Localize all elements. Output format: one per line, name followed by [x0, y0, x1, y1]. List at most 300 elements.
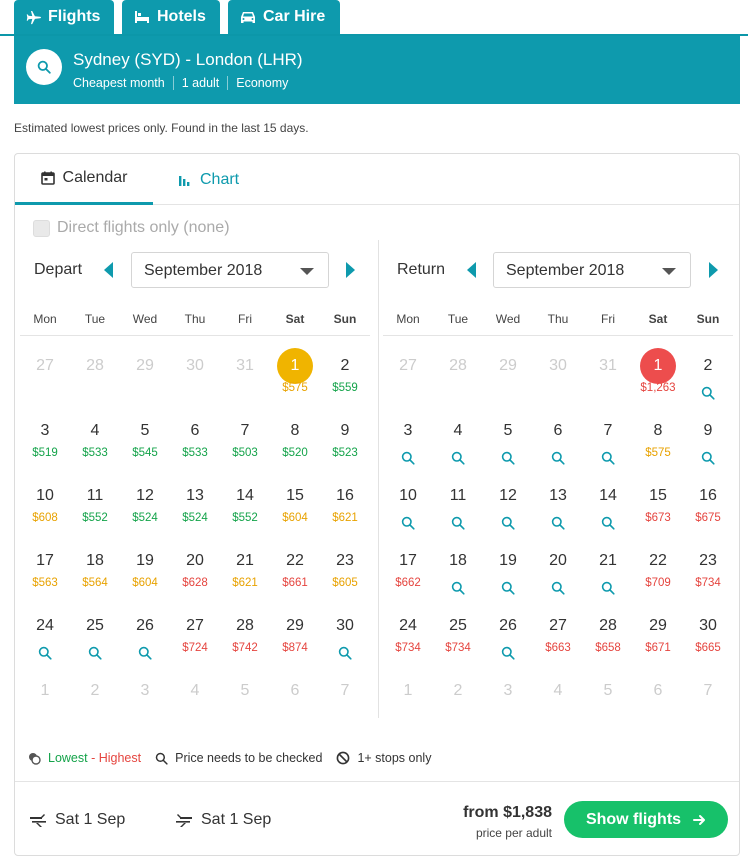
depart-week-row: [20, 543, 370, 608]
depart-weekday-row: [20, 311, 370, 336]
day-number: 21: [599, 552, 617, 569]
return-day-cell[interactable]: [683, 608, 733, 673]
day-price: $524: [182, 512, 208, 524]
depart-day-cell[interactable]: [70, 478, 120, 543]
day-number: 26: [136, 617, 154, 634]
price-range-icon: [28, 752, 41, 765]
day-price: $563: [32, 577, 58, 589]
day-number: 13: [186, 487, 204, 504]
return-day-cell[interactable]: [533, 543, 583, 608]
legend-price-range: [28, 751, 141, 765]
day-number: 28: [86, 357, 104, 374]
return-day-cell[interactable]: [583, 478, 633, 543]
day-price: $734: [395, 642, 421, 654]
return-day-cell[interactable]: [433, 478, 483, 543]
return-day-cell[interactable]: [483, 543, 533, 608]
route-cabin: Economy: [227, 76, 296, 90]
depart-day-cell[interactable]: [320, 478, 370, 543]
return-day-cell-selected[interactable]: [633, 348, 683, 413]
day-number: 20: [549, 552, 567, 569]
return-week-row: [383, 413, 733, 478]
day-price: $673: [645, 512, 671, 524]
day-price: $671: [645, 642, 671, 654]
depart-day-cell[interactable]: [320, 608, 370, 673]
depart-day-cell[interactable]: [170, 478, 220, 543]
return-day-cell[interactable]: [533, 413, 583, 478]
day-number: 25: [449, 617, 467, 634]
day-price: $524: [132, 512, 158, 524]
day-number: 11: [449, 487, 467, 504]
search-icon[interactable]: [501, 581, 515, 595]
depart-month-select[interactable]: [131, 252, 329, 288]
day-number: 15: [649, 487, 667, 504]
depart-prev-month-icon[interactable]: [104, 262, 113, 278]
depart-day-cell[interactable]: [20, 543, 70, 608]
price-calendar-card: [14, 153, 740, 856]
return-day-cell[interactable]: [633, 413, 683, 478]
selection-footer: [15, 781, 739, 856]
return-day-cell: [383, 673, 433, 738]
day-price: $605: [332, 577, 358, 589]
return-prev-month-icon[interactable]: [467, 262, 476, 278]
depart-day-cell: [170, 673, 220, 738]
search-icon[interactable]: [401, 516, 415, 530]
legend-check-price: [155, 751, 322, 765]
day-number: 3: [140, 682, 150, 699]
return-day-cell[interactable]: [383, 478, 433, 543]
depart-week-row: [20, 608, 370, 673]
depart-day-cell[interactable]: [220, 413, 270, 478]
day-number: 17: [399, 552, 417, 569]
search-icon[interactable]: [451, 451, 465, 465]
day-number: 28: [236, 617, 254, 634]
day-number: 17: [36, 552, 54, 569]
search-icon: [155, 752, 168, 765]
chevron-down-icon: [662, 268, 676, 275]
day-number: 5: [140, 422, 150, 439]
day-price: $621: [232, 577, 258, 589]
weekday-fri: Fri: [601, 312, 615, 326]
search-icon[interactable]: [601, 581, 615, 595]
day-number: 27: [36, 357, 54, 374]
depart-day-cell[interactable]: [20, 413, 70, 478]
return-day-cell: [533, 673, 583, 738]
legend-highest: Highest: [98, 751, 142, 765]
return-day-cell[interactable]: [683, 413, 733, 478]
day-price: $503: [232, 447, 258, 459]
calendar-legend: [28, 751, 445, 765]
day-number: 30: [336, 617, 354, 634]
inbound-date: Sat 1 Sep: [201, 811, 272, 828]
return-next-month-icon[interactable]: [709, 262, 718, 278]
day-number: 3: [40, 422, 50, 439]
day-price: $552: [82, 512, 108, 524]
search-icon[interactable]: [551, 451, 565, 465]
day-price: $662: [395, 577, 421, 589]
search-icon[interactable]: [26, 49, 62, 85]
depart-day-cell[interactable]: [120, 543, 170, 608]
depart-calendar: [20, 252, 370, 699]
return-day-cell[interactable]: [533, 608, 583, 673]
calendar-divider: [378, 240, 379, 718]
depart-day-cell: [120, 348, 170, 413]
day-number: 11: [86, 487, 104, 504]
depart-day-cell: [220, 348, 270, 413]
day-price: $533: [82, 447, 108, 459]
search-icon[interactable]: [701, 386, 715, 400]
day-number: 18: [86, 552, 104, 569]
search-icon[interactable]: [701, 451, 715, 465]
weekday-tue: Tue: [84, 312, 106, 326]
return-day-cell[interactable]: [483, 478, 533, 543]
depart-day-cell: [20, 673, 70, 738]
day-number: 10: [36, 487, 54, 504]
depart-day-cell[interactable]: [220, 608, 270, 673]
return-label: Return: [397, 261, 446, 278]
day-number: 29: [286, 617, 304, 634]
return-week-row: [383, 478, 733, 543]
depart-day-cell[interactable]: [70, 413, 120, 478]
return-week-row: [383, 673, 733, 738]
day-number: 19: [136, 552, 154, 569]
depart-day-cell[interactable]: [270, 413, 320, 478]
weekday-fri: Fri: [238, 312, 252, 326]
day-price: $564: [82, 577, 108, 589]
search-icon[interactable]: [38, 646, 52, 660]
weekday-sun: Sun: [333, 312, 357, 326]
day-price: $874: [282, 642, 308, 654]
bed-icon: [134, 10, 150, 24]
day-price: $675: [695, 512, 721, 524]
day-number: 1: [40, 682, 50, 699]
day-price: $663: [545, 642, 571, 654]
day-number: 25: [86, 617, 104, 634]
tab-flights[interactable]: [14, 0, 114, 34]
return-day-cell[interactable]: [533, 478, 583, 543]
return-day-cell[interactable]: [683, 543, 733, 608]
route-summary[interactable]: [14, 36, 740, 104]
return-weekday-row: [383, 311, 733, 336]
day-number: 1: [640, 348, 676, 384]
day-number: 16: [336, 487, 354, 504]
day-price: $709: [645, 577, 671, 589]
depart-day-cell[interactable]: [120, 413, 170, 478]
day-number: 31: [236, 357, 254, 374]
depart-day-cell: [320, 673, 370, 738]
day-number: 14: [236, 487, 254, 504]
depart-day-cell[interactable]: [270, 478, 320, 543]
depart-day-cell: [170, 348, 220, 413]
depart-day-cell[interactable]: [70, 608, 120, 673]
return-day-cell[interactable]: [433, 413, 483, 478]
return-calendar-header: [383, 252, 733, 288]
day-number: 29: [499, 357, 517, 374]
depart-day-cell[interactable]: [170, 608, 220, 673]
show-flights-label: Show flights: [585, 810, 682, 828]
day-number: 7: [603, 422, 613, 439]
day-number: 2: [453, 682, 463, 699]
day-number: 22: [649, 552, 667, 569]
calendar-icon: [41, 171, 55, 185]
day-number: 30: [186, 357, 204, 374]
day-number: 3: [403, 422, 413, 439]
chevron-down-icon: [300, 268, 314, 275]
outbound-summary: [29, 811, 125, 829]
tab-chart-label: Chart: [200, 170, 240, 188]
return-day-cell[interactable]: [383, 413, 433, 478]
no-entry-icon: [336, 751, 350, 765]
day-price: $1,263: [640, 382, 676, 394]
depart-next-month-icon[interactable]: [346, 262, 355, 278]
legend-lowest: Lowest: [48, 751, 88, 765]
day-number: 29: [649, 617, 667, 634]
weekday-mon: Mon: [396, 312, 420, 326]
search-icon[interactable]: [601, 451, 615, 465]
day-number: 4: [190, 682, 200, 699]
return-day-cell: [483, 348, 533, 413]
weekday-sun: Sun: [696, 312, 720, 326]
depart-day-cell-selected[interactable]: [270, 348, 320, 413]
view-tabs: [15, 154, 739, 205]
depart-day-cell[interactable]: [170, 543, 220, 608]
day-number: 27: [399, 357, 417, 374]
return-day-cell[interactable]: [583, 543, 633, 608]
bar-chart-icon: [178, 173, 192, 187]
day-number: 24: [399, 617, 417, 634]
day-number: 5: [603, 682, 613, 699]
return-day-cell: [533, 348, 583, 413]
return-day-cell[interactable]: [483, 608, 533, 673]
return-week-row: [383, 608, 733, 673]
day-number: 15: [286, 487, 304, 504]
day-number: 5: [503, 422, 513, 439]
route-when: Cheapest month: [73, 76, 165, 90]
weekday-thu: Thu: [547, 312, 569, 326]
direct-flights-checkbox[interactable]: [33, 220, 50, 237]
depart-day-cell[interactable]: [170, 413, 220, 478]
return-day-cell[interactable]: [633, 543, 683, 608]
day-number: 23: [336, 552, 354, 569]
return-day-cell: [383, 348, 433, 413]
day-number: 28: [449, 357, 467, 374]
depart-label: Depart: [34, 261, 83, 278]
return-day-cell: [433, 673, 483, 738]
return-day-grid: [383, 348, 733, 738]
day-price: $734: [445, 642, 471, 654]
return-week-row: [383, 543, 733, 608]
price-per-adult-note: price per adult: [475, 826, 552, 840]
route-meta: [73, 76, 296, 90]
search-icon[interactable]: [451, 516, 465, 530]
depart-day-cell[interactable]: [20, 608, 70, 673]
day-number: 10: [399, 487, 417, 504]
depart-month-value: September 2018: [144, 262, 263, 279]
return-day-cell[interactable]: [383, 543, 433, 608]
return-day-cell[interactable]: [683, 348, 733, 413]
tab-hotels[interactable]: [122, 0, 220, 34]
day-number: 24: [36, 617, 54, 634]
tab-calendar[interactable]: [15, 154, 153, 205]
search-icon[interactable]: [501, 451, 515, 465]
return-day-cell: [633, 673, 683, 738]
search-icon[interactable]: [501, 516, 515, 530]
product-tabs: [0, 0, 748, 36]
depart-calendar-header: [20, 252, 370, 288]
return-month-select[interactable]: [493, 252, 691, 288]
weekday-sat: Sat: [285, 312, 305, 326]
direct-flights-filter[interactable]: [33, 219, 230, 237]
day-price: $559: [332, 382, 358, 394]
day-number: 30: [549, 357, 567, 374]
tab-car-hire[interactable]: [228, 0, 340, 34]
depart-day-cell[interactable]: [320, 348, 370, 413]
day-price: $604: [282, 512, 308, 524]
depart-day-cell[interactable]: [220, 543, 270, 608]
day-price: $621: [332, 512, 358, 524]
legend-separator: -: [87, 751, 99, 765]
return-day-cell[interactable]: [483, 413, 533, 478]
return-day-cell[interactable]: [583, 413, 633, 478]
day-number: 8: [653, 422, 663, 439]
day-number: 6: [190, 422, 200, 439]
plane-takeoff-icon: [29, 812, 47, 828]
weekday-sat: Sat: [648, 312, 668, 326]
depart-day-cell[interactable]: [270, 608, 320, 673]
search-icon[interactable]: [551, 516, 565, 530]
day-number: 26: [499, 617, 517, 634]
return-day-cell[interactable]: [633, 478, 683, 543]
day-number: 3: [503, 682, 513, 699]
depart-day-cell: [120, 673, 170, 738]
search-icon[interactable]: [88, 646, 102, 660]
return-day-cell: [433, 348, 483, 413]
tab-hotels-label: Hotels: [157, 8, 206, 25]
depart-day-cell[interactable]: [70, 543, 120, 608]
day-number: 9: [703, 422, 713, 439]
depart-day-cell[interactable]: [20, 478, 70, 543]
route-title: Sydney (SYD) - London (LHR): [73, 50, 303, 69]
depart-day-cell[interactable]: [120, 478, 170, 543]
search-icon[interactable]: [551, 581, 565, 595]
return-day-cell[interactable]: [683, 478, 733, 543]
search-icon[interactable]: [138, 646, 152, 660]
search-icon[interactable]: [401, 451, 415, 465]
inbound-summary: [175, 811, 271, 829]
tab-flights-label: Flights: [48, 8, 101, 25]
day-price: $724: [182, 642, 208, 654]
day-number: 2: [340, 357, 350, 374]
legend-check-label: Price needs to be checked: [175, 751, 323, 765]
day-price: $665: [695, 642, 721, 654]
show-flights-button[interactable]: [564, 801, 728, 838]
depart-day-cell[interactable]: [320, 543, 370, 608]
search-icon[interactable]: [451, 581, 465, 595]
day-number: 21: [236, 552, 254, 569]
return-day-cell: [583, 673, 633, 738]
day-number: 29: [136, 357, 154, 374]
return-week-row: [383, 348, 733, 413]
weekday-thu: Thu: [184, 312, 206, 326]
legend-stops-label: 1+ stops only: [357, 751, 432, 765]
depart-day-cell[interactable]: [320, 413, 370, 478]
day-number: 12: [136, 487, 154, 504]
day-number: 23: [699, 552, 717, 569]
search-icon[interactable]: [501, 646, 515, 660]
price-disclaimer: Estimated lowest prices only. Found in the last 15 days.: [14, 121, 309, 135]
day-price: $604: [132, 577, 158, 589]
return-day-cell[interactable]: [583, 608, 633, 673]
return-day-cell[interactable]: [433, 543, 483, 608]
return-day-cell[interactable]: [433, 608, 483, 673]
depart-day-cell[interactable]: [270, 543, 320, 608]
day-price: $519: [32, 447, 58, 459]
depart-week-row: [20, 478, 370, 543]
route-passengers: 1 adult: [173, 76, 228, 90]
search-icon[interactable]: [338, 646, 352, 660]
weekday-mon: Mon: [33, 312, 57, 326]
day-price: $628: [182, 577, 208, 589]
day-price: $545: [132, 447, 158, 459]
day-number: 7: [240, 422, 250, 439]
depart-week-row: [20, 673, 370, 738]
day-number: 6: [290, 682, 300, 699]
return-calendar: [383, 252, 733, 699]
depart-day-cell: [70, 673, 120, 738]
depart-day-cell[interactable]: [120, 608, 170, 673]
depart-day-cell: [220, 673, 270, 738]
day-price: $661: [282, 577, 308, 589]
return-day-cell[interactable]: [633, 608, 683, 673]
depart-day-cell[interactable]: [220, 478, 270, 543]
day-number: 8: [290, 422, 300, 439]
return-day-cell[interactable]: [383, 608, 433, 673]
day-price: $742: [232, 642, 258, 654]
day-number: 18: [449, 552, 467, 569]
legend-stops: [336, 751, 431, 765]
day-number: 1: [277, 348, 313, 384]
day-number: 31: [599, 357, 617, 374]
day-price: $734: [695, 577, 721, 589]
total-price: [463, 804, 552, 840]
day-number: 16: [699, 487, 717, 504]
outbound-date: Sat 1 Sep: [55, 811, 126, 828]
day-number: 27: [186, 617, 204, 634]
return-day-cell: [683, 673, 733, 738]
return-day-cell: [483, 673, 533, 738]
depart-day-cell: [20, 348, 70, 413]
day-price: $552: [232, 512, 258, 524]
day-price: $520: [282, 447, 308, 459]
search-icon[interactable]: [601, 516, 615, 530]
day-number: 5: [240, 682, 250, 699]
day-price: $533: [182, 447, 208, 459]
tab-chart[interactable]: [178, 154, 239, 205]
depart-day-cell: [270, 673, 320, 738]
day-number: 2: [90, 682, 100, 699]
return-day-cell: [583, 348, 633, 413]
depart-day-grid: [20, 348, 370, 738]
day-number: 14: [599, 487, 617, 504]
day-price: $608: [32, 512, 58, 524]
plane-landing-icon: [175, 812, 193, 828]
tab-calendar-label: Calendar: [62, 169, 128, 186]
day-number: 30: [699, 617, 717, 634]
weekday-wed: Wed: [132, 312, 158, 326]
from-price-value: from $1,838: [463, 804, 552, 821]
day-price: $575: [645, 447, 671, 459]
tab-car-hire-label: Car Hire: [263, 8, 326, 25]
day-price: $523: [332, 447, 358, 459]
